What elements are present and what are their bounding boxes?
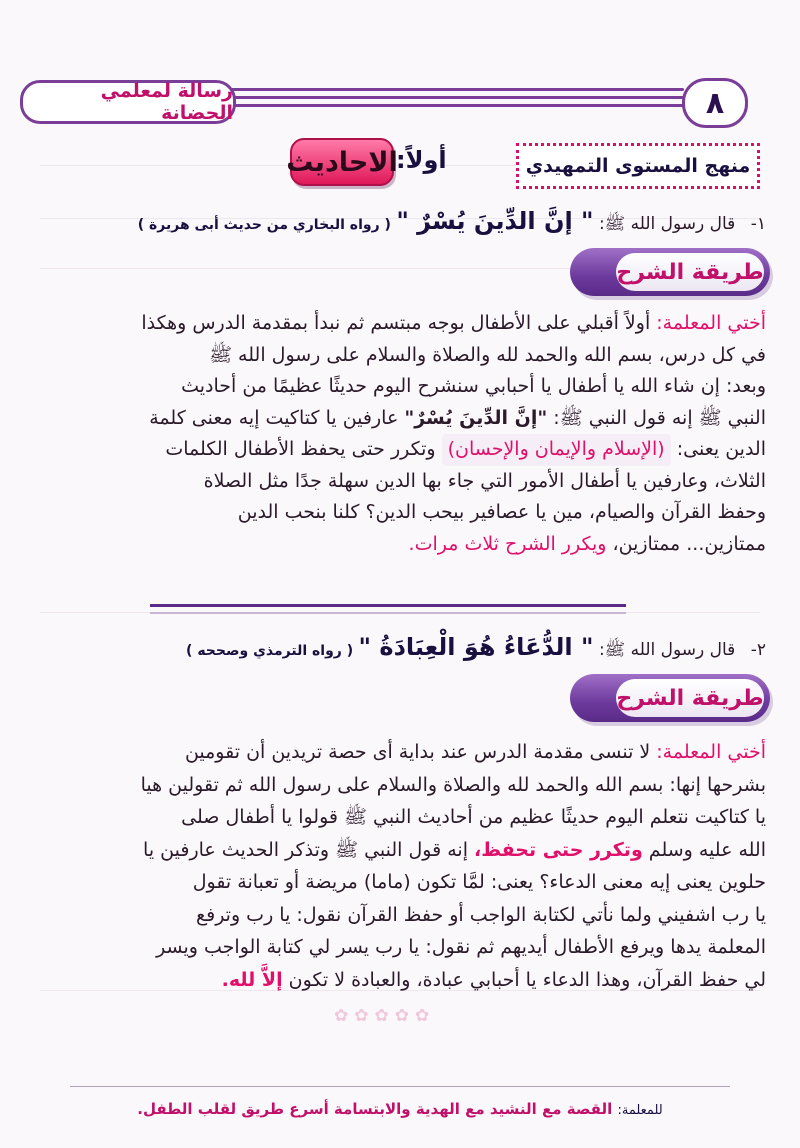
method-label: طريقة الشرح (616, 679, 764, 717)
text-segment: الله عليه وسلم (648, 838, 766, 861)
highlight-segment: وتكرر حتى تحفظ، (474, 838, 643, 861)
hadith-reference: ( رواه البخاري من حديث أبى هريرة ) (137, 217, 391, 233)
text-segment: أولاً أقبلي على الأطفال بوجه مبتسم ثم نبدأ بمقدمة الدرس وهكذا (141, 312, 651, 334)
text-segment: الدين يعنى: (676, 438, 766, 460)
hadith-number: ٢- (750, 640, 766, 660)
hadith-intro: قال رسول الله ﷺ: (598, 214, 736, 234)
page-number: ٨ (682, 78, 748, 128)
text-line: حلوين يعنى إيه معنى الدعاء؟ يعنى: لمَّا تكون (ماما) مريضة أو تعبانة تقول (192, 871, 766, 893)
hadith-intro: قال رسول الله ﷺ: (598, 640, 736, 660)
text-segment: عارفين يا كتاكيت إيه معنى كلمة (149, 406, 399, 429)
highlight-segment: إلاَّ لله. (221, 968, 283, 991)
hadith-text: " إنَّ الدِّينَ يُسْرٌ " (396, 207, 594, 235)
text-segment: لي حفظ القرآن، وهذا الدعاء يا أحبابي عبادة، والعبادة لا تكون (288, 968, 766, 991)
text-segment: إنه قول النبي ﷺ وتذكر الحديث عارفين يا (143, 838, 468, 861)
text-line: وبعد: إن شاء الله يا أطفال يا أحبابي سنشرح اليوم حديثًا عظيمًا من أحاديث (181, 375, 766, 397)
text-line (34, 403, 766, 435)
explanation-2 (34, 736, 766, 996)
footer-label: للمعلمة: (617, 1103, 663, 1118)
explanation-1 (34, 308, 766, 560)
text-segment: النبي ﷺ إنه قول النبي ﷺ: (553, 406, 766, 429)
text-line (34, 529, 766, 561)
text-segment: وتكرر حتى يحفظ الأطفال الكلمات (165, 438, 436, 460)
decorative-flowers: ✿✿✿✿✿ (334, 1006, 436, 1026)
hadith-number: ١- (750, 214, 766, 234)
text-line: المعلمة يدها ويرفع الأطفال أيديهم ثم نقول: يا رب يسر لي كتابة الواجب ويسر (156, 936, 766, 958)
hadith-reference: ( رواه الترمذي وصححه ) (186, 643, 354, 659)
text-line: يا رب اشفيني ولما نأتي لكتابة الواجب أو حفظ القرآن نقول: يا رب وترفع (196, 903, 766, 926)
highlight-segment: ويكرر الشرح ثلاث مرات. (408, 532, 607, 555)
section-label: أولاً: (396, 146, 447, 174)
footer-note (60, 1100, 740, 1118)
section-title: الاحاديث (290, 138, 394, 186)
text-line: وحفظ القرآن والصيام، مين يا عصافير بيحب الدين؟ كلنا بنحب الدين (237, 501, 766, 523)
text-line: في كل درس، بسم الله والحمد لله والصلاة والسلام على رسول الله ﷺ (209, 343, 766, 366)
text-line (34, 736, 766, 769)
hadith-1 (34, 206, 766, 241)
highlight-segment: (الإسلام والإيمان والإحسان) (442, 434, 671, 466)
text-segment: لا تنسى مقدمة الدرس عند بداية أى حصة تريدين أن تقومين (184, 741, 651, 763)
text-line (34, 964, 766, 997)
text-line: بشرحها إنها: بسم الله والحمد لله والصلاة والسلام على رسول الله ثم تقولين هيا (140, 773, 766, 796)
text-line (34, 434, 766, 466)
method-banner (570, 674, 770, 722)
method-label: طريقة الشرح (616, 253, 764, 291)
method-banner (570, 248, 770, 296)
text-line: الثلاث، وعارفين يا أطفال الأمور التي جاء بها الدين سهلة جدًا مثل الصلاة (203, 469, 766, 492)
text-line (34, 308, 766, 340)
footer-rule (70, 1086, 730, 1087)
level-label: منهج المستوى التمهيدي (516, 143, 760, 189)
text-segment: ممتازين... ممتازين، (612, 532, 766, 555)
quote-segment: "إنَّ الدِّينَ يُسْرٌ" (404, 406, 548, 429)
section-divider (150, 604, 626, 607)
section-divider (150, 612, 626, 614)
teacher-label: أختي المعلمة: (656, 312, 766, 334)
teacher-label: أختي المعلمة: (656, 741, 766, 763)
footer-text: القصة مع النشيد مع الهدية والابتسامة أسرع طريق لقلب الطفل. (137, 1100, 613, 1118)
text-line (34, 834, 766, 867)
hadith-text: " الدُّعَاءُ هُوَ الْعِبَادَةُ " (358, 633, 594, 661)
series-title: رسالة لمعلمي الحضانة (20, 80, 236, 124)
text-line: يا كتاكيت نتعلم اليوم حديثًا عظيم من أحاديث النبي ﷺ قولوا يا أطفال صلى (181, 806, 766, 828)
hadith-2 (34, 632, 766, 667)
